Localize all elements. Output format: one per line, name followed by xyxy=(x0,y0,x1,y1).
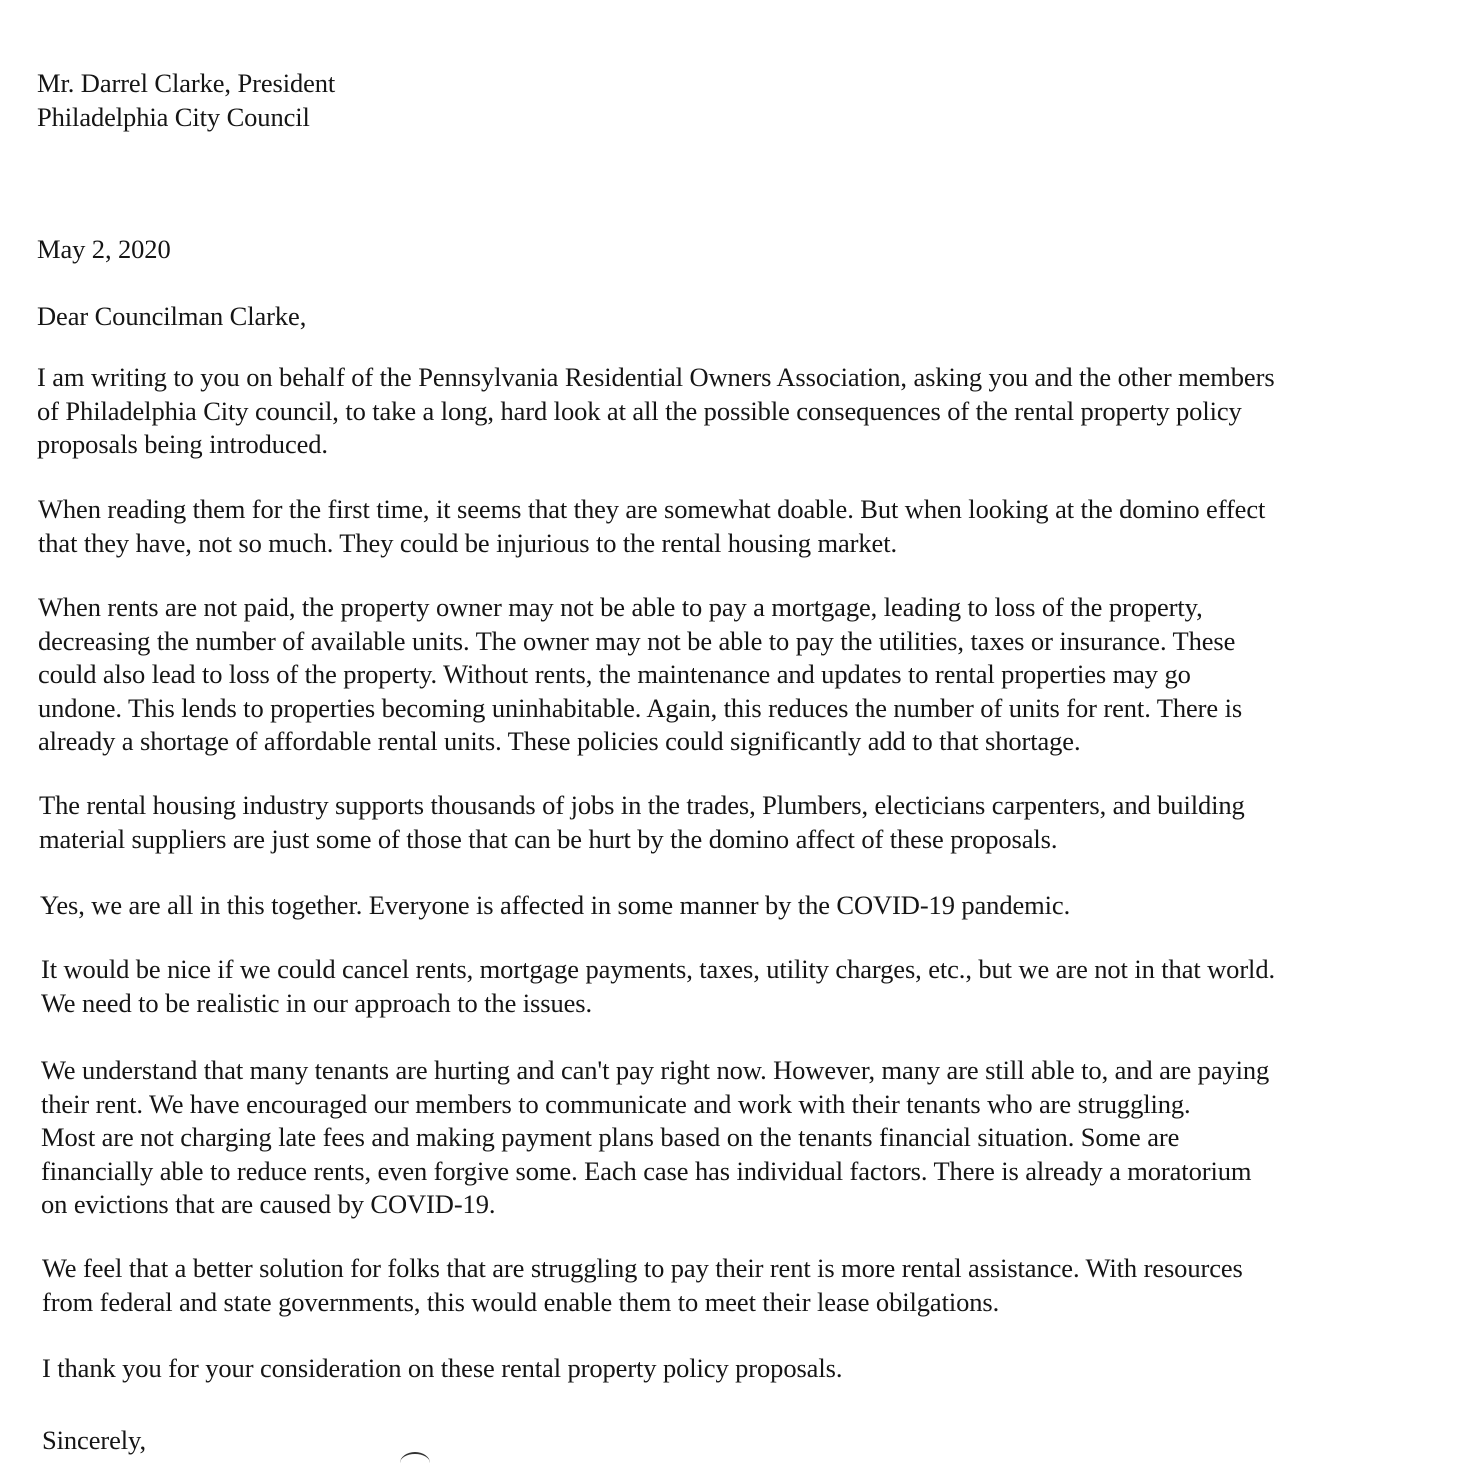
paragraph-line: We feel that a better solution for folks that are struggling to pay their rent is more rental assistance. With resources xyxy=(42,1253,1243,1283)
paragraph-line: When rents are not paid, the property owner may not be able to pay a mortgage, leading to loss of the property, xyxy=(38,592,1203,622)
salutation: Dear Councilman Clarke, xyxy=(37,301,307,331)
paragraph-line: We need to be realistic in our approach to the issues. xyxy=(41,987,592,1018)
paragraph-line: of Philadelphia City council, to take a long, hard look at all the possible consequences of the rental property policy xyxy=(37,395,1242,426)
closing: Sincerely, xyxy=(42,1425,146,1455)
paragraph-line: I thank you for your consideration on these rental property policy proposals. xyxy=(42,1353,843,1383)
body-paragraph xyxy=(38,493,1265,560)
paragraph-line: their rent. We have encouraged our members to communicate and work with their tenants who are struggling. xyxy=(41,1088,1191,1119)
paragraph-line: Yes, we are all in this together. Everyone is affected in some manner by the COVID-19 pandemic. xyxy=(40,890,1071,920)
paragraph-line: from federal and state governments, this would enable them to meet their lease obilgations. xyxy=(42,1286,1000,1317)
body-paragraph xyxy=(41,953,1275,1020)
recipient-name: Mr. Darrel Clarke, President xyxy=(37,68,336,98)
paragraph-line: material suppliers are just some of those that can be hurt by the domino affect of these proposals. xyxy=(39,823,1058,854)
paragraph-line: decreasing the number of available units. The owner may not be able to pay the utilities, taxes or insurance. These xyxy=(38,625,1236,656)
letter-date: May 2, 2020 xyxy=(37,234,171,264)
signature-fragment xyxy=(400,1452,430,1474)
paragraph-line: on evictions that are caused by COVID-19. xyxy=(41,1189,496,1219)
paragraph-line: The rental housing industry supports thousands of jobs in the trades, Plumbers, electicians carpenters, and building xyxy=(39,790,1245,820)
body-paragraph xyxy=(40,889,1070,923)
paragraph-line: already a shortage of affordable rental units. These policies could significantly add to that shortage. xyxy=(38,726,1081,756)
body-paragraph xyxy=(41,1054,1269,1222)
recipient-address xyxy=(37,67,335,134)
paragraph-line: When reading them for the first time, it seems that they are somewhat doable. But when looking at the domino effect xyxy=(38,494,1266,524)
paragraph-line: It would be nice if we could cancel rents, mortgage payments, taxes, utility charges, etc., but we are not in that world. xyxy=(41,954,1275,984)
body-paragraph xyxy=(42,1252,1243,1319)
body-paragraph xyxy=(39,789,1245,856)
paragraph-line: undone. This lends to properties becoming uninhabitable. Again, this reduces the number of units for rent. There is xyxy=(38,692,1243,723)
paragraph-line: We understand that many tenants are hurting and can't pay right now. However, many are still able to, and are paying xyxy=(41,1055,1270,1085)
paragraph-line: that they have, not so much. They could be injurious to the rental housing market. xyxy=(38,527,898,558)
paragraph-line: I am writing to you on behalf of the Pennsylvania Residential Owners Association, asking you and the other members xyxy=(37,362,1275,392)
body-paragraph xyxy=(38,591,1242,759)
body-paragraph xyxy=(37,361,1275,462)
paragraph-line: proposals being introduced. xyxy=(37,429,328,459)
body-paragraph xyxy=(42,1352,842,1386)
recipient-organization: Philadelphia City Council xyxy=(37,101,310,132)
paragraph-line: could also lead to loss of the property. Without rents, the maintenance and updates to rental properties may go xyxy=(38,659,1191,689)
paragraph-line: financially able to reduce rents, even forgive some. Each case has individual factors. There is already a moratorium xyxy=(41,1155,1252,1186)
paragraph-line: Most are not charging late fees and making payment plans based on the tenants financial situation. Some are xyxy=(41,1122,1180,1152)
